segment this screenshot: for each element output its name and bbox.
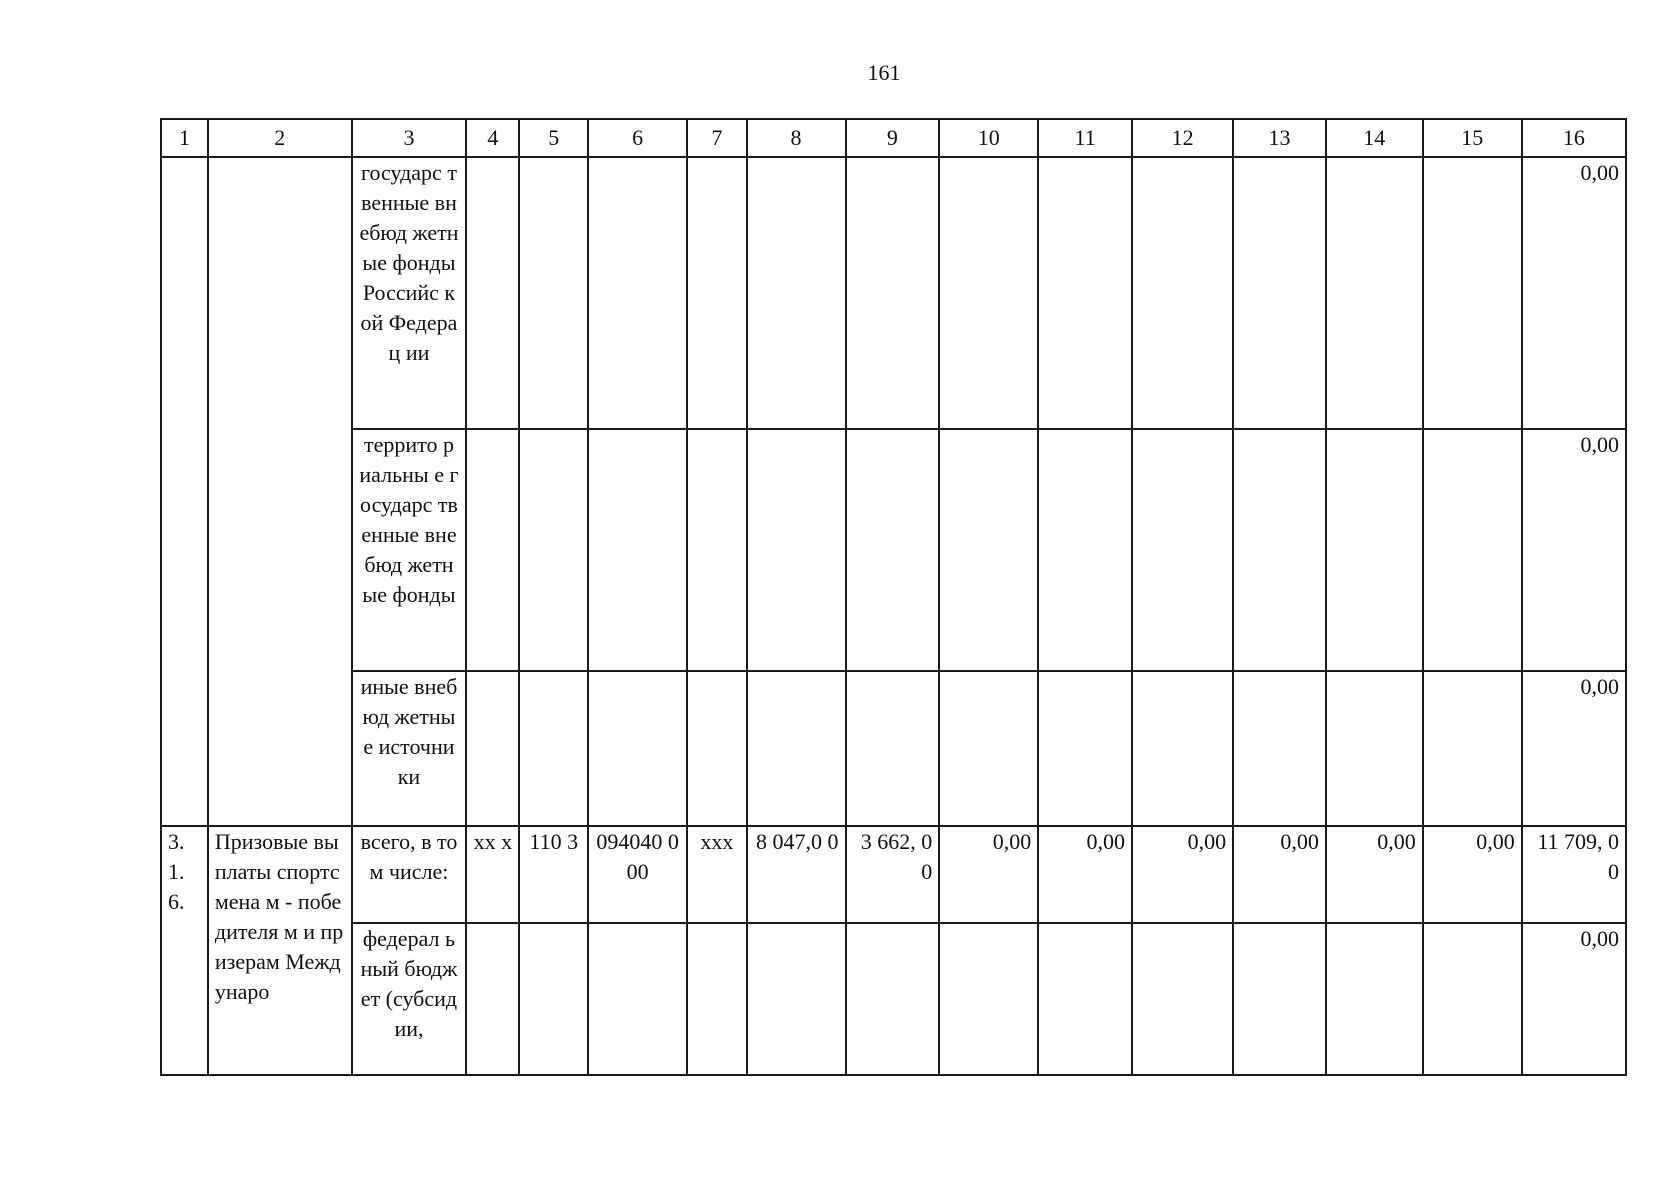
table-cell <box>1326 923 1423 1075</box>
table-cell <box>1326 429 1423 671</box>
table-cell <box>1038 671 1132 826</box>
column-header: 13 <box>1233 119 1326 157</box>
amount-cell: 0,00 <box>1233 826 1326 923</box>
table-cell <box>466 157 519 429</box>
table-cell <box>846 671 940 826</box>
table-cell <box>687 157 746 429</box>
table-cell <box>161 157 208 826</box>
column-header: 3 <box>352 119 467 157</box>
amount-cell: 8 047,0 0 <box>747 826 846 923</box>
column-header: 15 <box>1423 119 1522 157</box>
table-cell <box>687 429 746 671</box>
table-row <box>161 923 1626 1075</box>
table-cell <box>588 671 687 826</box>
table-cell <box>519 157 588 429</box>
column-header: 14 <box>1326 119 1423 157</box>
column-header: 1 <box>161 119 208 157</box>
table-cell <box>939 429 1038 671</box>
header-row <box>161 119 1626 157</box>
table-cell <box>747 157 846 429</box>
column-header: 11 <box>1038 119 1132 157</box>
amount-cell: 0,00 <box>939 826 1038 923</box>
table-cell <box>1233 157 1326 429</box>
table-row <box>161 671 1626 826</box>
table-cell <box>519 671 588 826</box>
item-number-cell: 3. 1. 6. <box>161 826 208 1075</box>
table-cell <box>1326 157 1423 429</box>
table-row <box>161 826 1626 923</box>
table-cell <box>1132 157 1233 429</box>
funding-source-cell: иные внебюд жетные источни ки <box>352 671 467 826</box>
table-cell: 094040 000 <box>588 826 687 923</box>
table-cell <box>747 923 846 1075</box>
column-header: 16 <box>1522 119 1626 157</box>
table-cell <box>466 429 519 671</box>
table-cell <box>846 157 940 429</box>
column-header: 7 <box>687 119 746 157</box>
page-number: 161 <box>867 60 901 85</box>
amount-cell: 0,00 <box>1326 826 1423 923</box>
table-cell <box>466 923 519 1075</box>
table-cell <box>1038 157 1132 429</box>
table-cell <box>519 429 588 671</box>
total-cell: 0,00 <box>1522 671 1626 826</box>
table-cell <box>939 923 1038 1075</box>
table-cell <box>519 923 588 1075</box>
column-header: 6 <box>588 119 687 157</box>
table-cell <box>846 923 940 1075</box>
table-cell <box>1132 429 1233 671</box>
column-header: 9 <box>846 119 940 157</box>
table-cell <box>1423 923 1522 1075</box>
column-header: 5 <box>519 119 588 157</box>
total-cell: 0,00 <box>1522 429 1626 671</box>
amount-cell: 0,00 <box>1132 826 1233 923</box>
funding-source-cell: федерал ьный бюджет (субсид ии, <box>352 923 467 1075</box>
column-header: 4 <box>466 119 519 157</box>
table-cell <box>466 671 519 826</box>
table-cell <box>1233 429 1326 671</box>
table-cell <box>588 923 687 1075</box>
table-cell <box>747 429 846 671</box>
table-cell <box>1038 429 1132 671</box>
table-cell: хх х <box>466 826 519 923</box>
total-cell: 11 709, 00 <box>1522 826 1626 923</box>
table-cell <box>1423 157 1522 429</box>
total-cell: 0,00 <box>1522 923 1626 1075</box>
table-cell <box>1132 923 1233 1075</box>
table-cell <box>208 157 352 826</box>
table-cell <box>1233 671 1326 826</box>
table-cell <box>939 671 1038 826</box>
table-row <box>161 157 1626 429</box>
table-cell <box>1326 671 1423 826</box>
amount-cell: 0,00 <box>1038 826 1132 923</box>
table-cell <box>1132 671 1233 826</box>
funding-source-cell: всего, в том числе: <box>352 826 467 923</box>
funding-source-cell: террито риальны е государс твенные внебюд жетные фонды <box>352 429 467 671</box>
column-header: 10 <box>939 119 1038 157</box>
item-name-cell: Призовые выплаты спортсмена м - победителя м и призерам Междунаро <box>208 826 352 1075</box>
column-header: 8 <box>747 119 846 157</box>
table-cell <box>687 923 746 1075</box>
table-cell <box>1423 671 1522 826</box>
table-cell: 110 3 <box>519 826 588 923</box>
table-cell <box>846 429 940 671</box>
table-cell <box>939 157 1038 429</box>
amount-cell: 3 662, 00 <box>846 826 940 923</box>
table-cell <box>747 671 846 826</box>
table-cell <box>1233 923 1326 1075</box>
table-cell: ххх <box>687 826 746 923</box>
column-header: 12 <box>1132 119 1233 157</box>
total-cell: 0,00 <box>1522 157 1626 429</box>
table-cell <box>588 429 687 671</box>
column-header: 2 <box>208 119 352 157</box>
amount-cell: 0,00 <box>1423 826 1522 923</box>
budget-table <box>160 118 1627 1076</box>
funding-source-cell: государс твенные внебюд жетные фонды Российс кой Федерац ии <box>352 157 467 429</box>
table-cell <box>1423 429 1522 671</box>
table-cell <box>588 157 687 429</box>
table-row <box>161 429 1626 671</box>
table-cell <box>1038 923 1132 1075</box>
table-cell <box>687 671 746 826</box>
